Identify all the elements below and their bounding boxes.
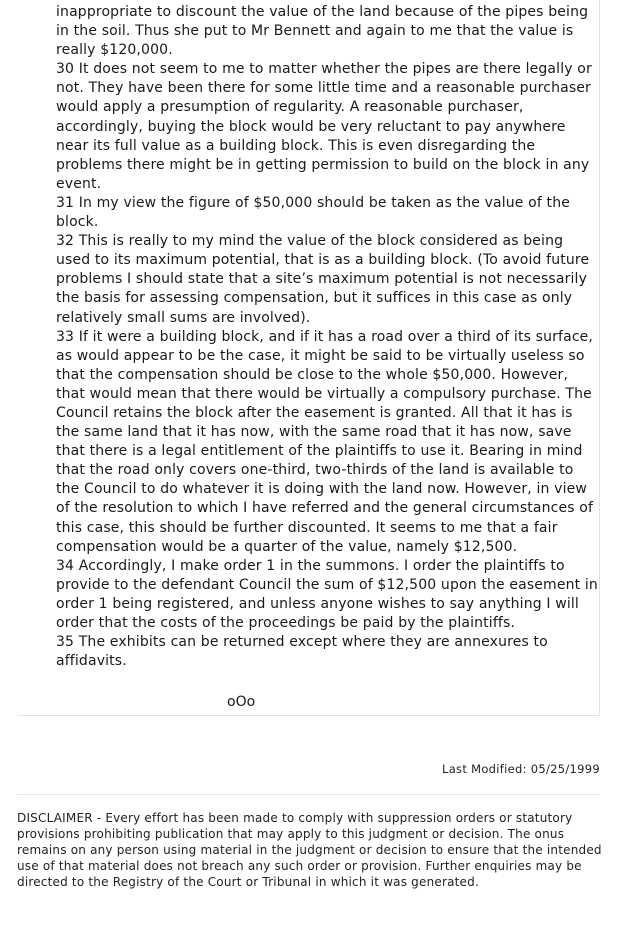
paragraph-31: 31 In my view the figure of $50,000 should be taken as the value of the block. [56, 194, 570, 231]
paragraph-30: 30 It does not seem to me to matter whether the pipes are there legally or not. They have been there for some little time and a reasonable purchaser would apply a presumption of regularity. A reasonable purchaser, accordingly, buying the block would be very reluctant to pay anywhere near its full value as a building block. This is even disregarding the problems there might be in getting permission to build on the block in any event. [56, 61, 592, 192]
paragraph-33: 33 If it were a building block, and if it has a road over a third of its surface, as would appear to be the case, it might be said to be virtually useless so that the compensation should be close to the whole $50,000. However, that would mean that there would be virtually a compulsory purchase. The Council retains the block after the easement is granted. All that it has is the same land that it has now, with the same road that it has now, save that there is a legal entitlement of the plaintiffs to use it. Bearing in mind that the road only covers one-third, two-thirds of the land is available to the Council to do whatever it is doing with the land now. However, in view of the resolution to which I have referred and the general circumstances of this case, this should be further discounted. It seems to me that a fair compensation would be a quarter of the value, namely $12,500. [56, 328, 594, 555]
disclaimer-text: DISCLAIMER - Every effort has been made to comply with suppression orders or statutory provisions prohibiting publication that may apply to this judgment or decision. The onus remains on any person using material in the judgment or decision to ensure that the intended use of that material does not breach any such order or provision. Further enquiries may be directed to the Registry of the Court or Tribunal in which it was generated. [17, 811, 602, 889]
paragraph-35: 35 The exhibits can be returned except where they are annexures to affidavits. [56, 634, 548, 670]
footer-divider [17, 794, 600, 795]
paragraph-29-continued: inappropriate to discount the value of the land because of the pipes being in the soil. Thus she put to Mr Bennett and again to me that the value is really $120,000. [56, 4, 589, 59]
paragraph-34: 34 Accordingly, I make order 1 in the summons. I order the plaintiffs to provide to the defendant Council the sum of $12,500 upon the easement in order 1 being registered, and unless anyone wishes to say anything I will order that the costs of the proceedings be paid by the plaintiffs. [56, 557, 598, 631]
paragraph-32: 32 This is really to my mind the value of the block considered as being used to its maximum potential, that is as a building block. (To avoid future problems I should state that a site’s maximum potential is not necessarily the basis for assessing compensation, but it suffices in this case as only relatively small sums are involved). [56, 233, 590, 326]
judgment-body [56, 3, 600, 671]
last-modified-date: Last Modified: 05/25/1999 [442, 762, 600, 776]
end-of-judgment-mark: oOo [227, 694, 256, 710]
